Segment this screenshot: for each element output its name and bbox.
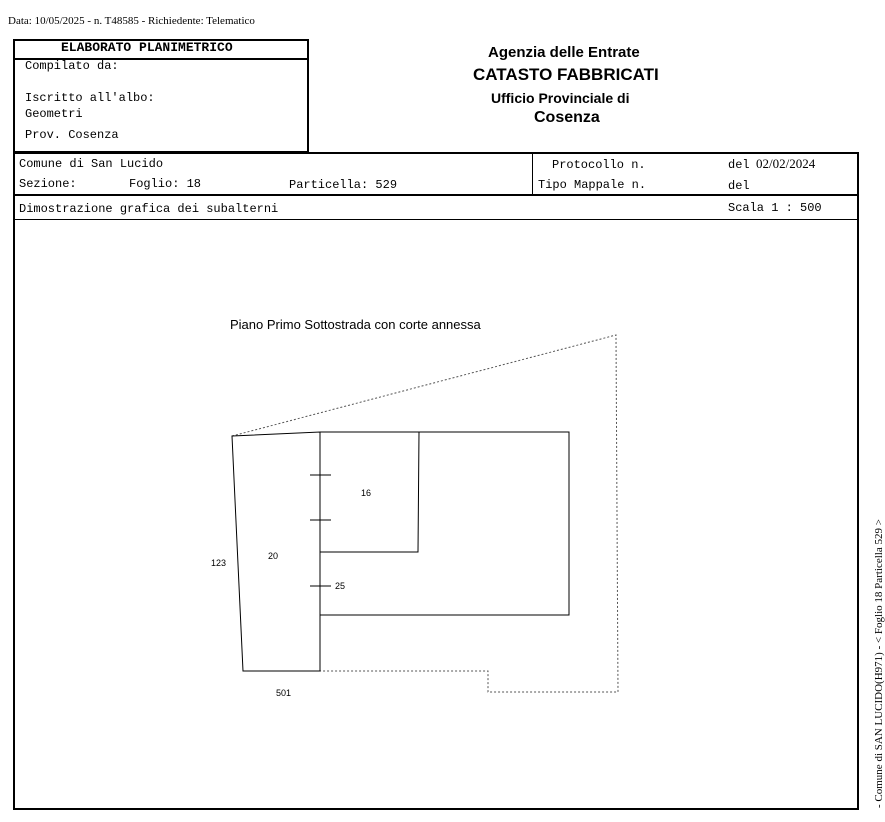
foglio-label: Foglio: 18 — [129, 177, 202, 191]
ufficio-city: Cosenza — [534, 109, 600, 126]
albo-value: Geometri — [25, 107, 83, 121]
del-label-mappale: del — [728, 179, 750, 193]
subalterno-25-outline — [320, 432, 569, 615]
catasto-title: CATASTO FABBRICATI — [473, 65, 659, 84]
elaborato-title: ELABORATO PLANIMETRICO — [61, 40, 233, 55]
tipo-mappale-label: Tipo Mappale n. — [538, 178, 647, 192]
sezione-label: Sezione: — [19, 177, 77, 191]
plan-title: Piano Primo Sottostrada con corte annessa — [230, 317, 481, 332]
del-label-protocollo: del — [728, 158, 750, 172]
scala-label: Scala 1 : 500 — [728, 201, 822, 215]
compilato-label: Compilato da: — [25, 59, 119, 73]
plan-label-25: 25 — [335, 581, 346, 591]
agency-name: Agenzia delle Entrate — [488, 44, 640, 61]
protocollo-date: 02/02/2024 — [756, 156, 816, 171]
plan-label-16: 16 — [361, 488, 372, 498]
comune-label: Comune di San Lucido — [19, 157, 164, 171]
particella-label: Particella: 529 — [289, 178, 398, 192]
side-note: - Comune di SAN LUCIDO(H971) - < Foglio 18 Particella 529 > — [873, 519, 885, 808]
protocollo-label: Protocollo n. — [552, 158, 646, 172]
document-header: Data: 10/05/2025 - n. T48585 - Richiedente: Telematico — [8, 15, 255, 27]
plan-label-20: 20 — [268, 551, 279, 561]
corte-outline — [232, 335, 618, 692]
iscritto-label: Iscritto all'albo: — [25, 91, 155, 105]
ufficio-label: Ufficio Provinciale di — [491, 90, 630, 106]
dimostrazione-title: Dimostrazione grafica dei subalterni — [19, 202, 279, 216]
prov-label: Prov. Cosenza — [25, 128, 119, 142]
plan-label-123: 123 — [211, 558, 227, 568]
plan-label-501: 501 — [276, 688, 292, 698]
